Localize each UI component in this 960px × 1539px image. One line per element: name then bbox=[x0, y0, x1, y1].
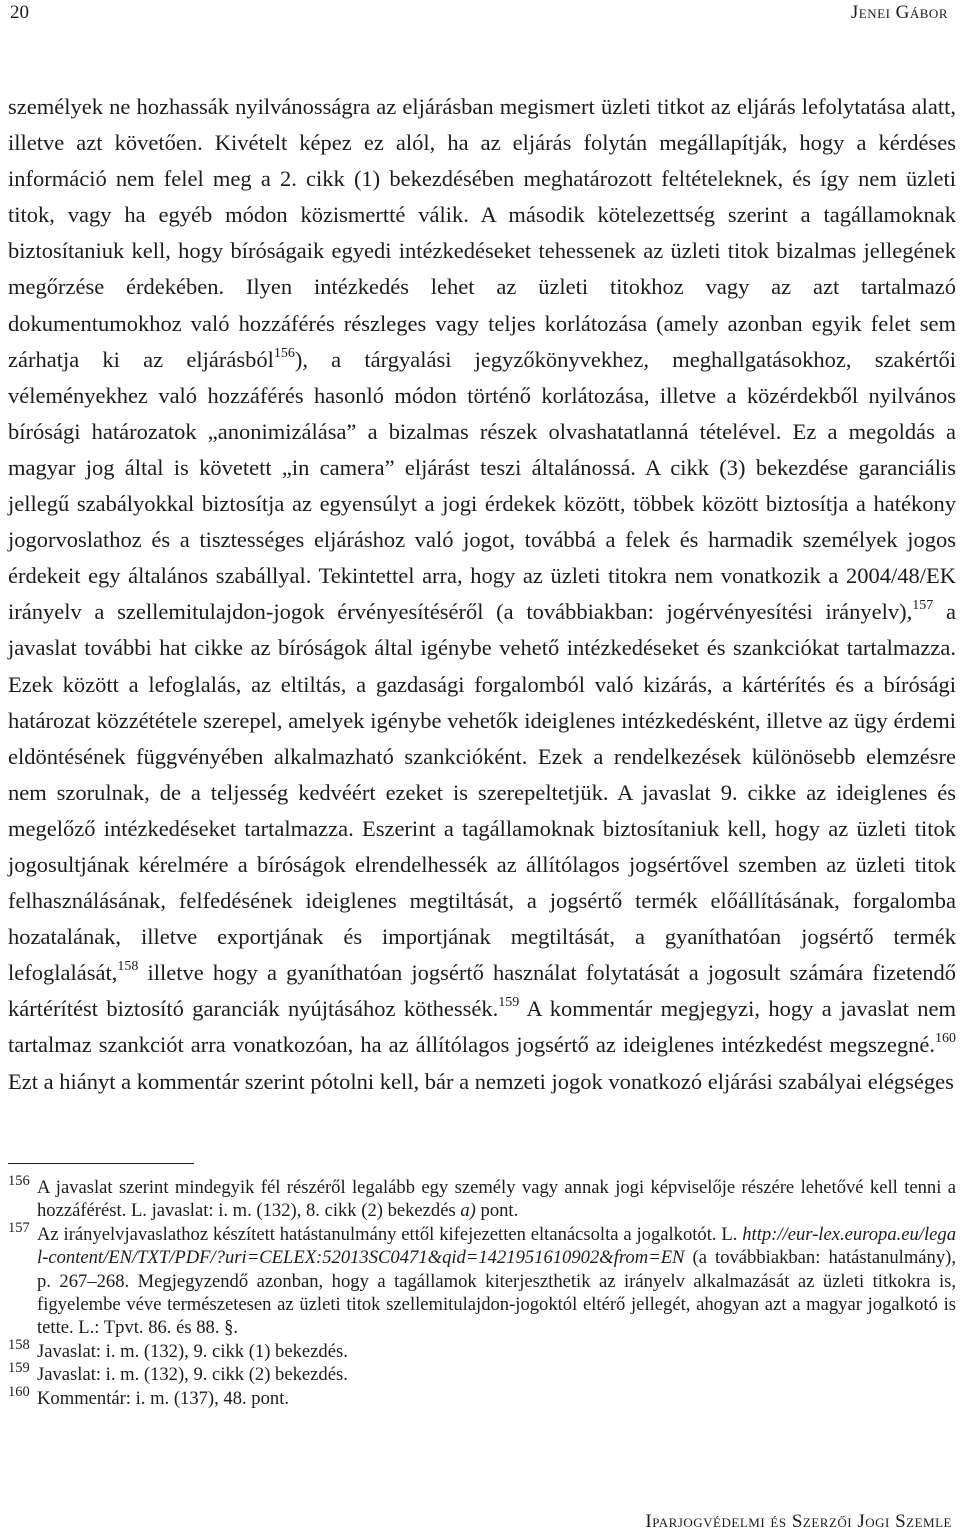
footnote-text: Kommentár: i. m. (137), 48. pont. bbox=[37, 1387, 290, 1409]
footnote-number: 157 bbox=[8, 1219, 30, 1236]
paragraph-text: a javaslat további hat cikke az bíróságok által igénybe vehető intézkedéseket és szankciókat tartalmazza. Ezek között a lefoglalás, az eltiltás, a gazdasági forgalomból való kizárás, a kártérítés és a bírósági határozat közzététele szerepel, amelyek igénybe vehetők ideiglenes intézkedésként, illetve az ügy érdemi eldöntésének függvényében alkalmazható szankcióként. Ezek a rendelkezések különösebb elemzésre nem szorulnak, de a teljesség kedvéért ezeket is szerepeltetjük. A javaslat 9. cikke az ideiglenes és megelőző intézkedéseket tartalmazza. Eszerint a tagállamoknak biztosítaniuk kell, hogy az üzleti titok jogosultjának kérelmére a bíróságok elrendelhessék az állítólagos jogsértővel szemben az üzleti titok felhasználásának, felfedésének ideiglenes megtiltását, a jogsértő termék előállításának, forgalomba hozatalának, illetve exportjának és importjának megtiltását, a gyaníthatóan jogsértő termék lefoglalását, bbox=[8, 599, 956, 986]
footnote-link[interactable]: http://eur-lex.europa.eu/legal-content/EN/TXT/PDF/?uri=CELEX:52013SC0471&qid=1421951610902&from=EN bbox=[37, 1223, 956, 1269]
footnote-156 bbox=[8, 1173, 956, 1223]
footnote-text: pont. bbox=[475, 1200, 519, 1222]
footnote-number: 156 bbox=[8, 1173, 30, 1189]
running-author: Jenei Gábor bbox=[850, 2, 948, 23]
paragraph-text: Ezt a hiányt a kommentár szerint pótolni kell, bár a nemzeti jogok vonatkozó eljárási szabályai elégséges bbox=[8, 1068, 954, 1094]
footnote-160 bbox=[8, 1383, 956, 1410]
running-header bbox=[10, 2, 950, 28]
footnote-ref-157[interactable]: 157 bbox=[912, 598, 934, 614]
main-paragraph bbox=[8, 89, 956, 1100]
footnote-text: (a továbbiakban: hatástanulmány), p. 267–268. Megjegyzendő azonban, hogy a tagállamok kiterjeszthetik az irányelv alkalmazását az üzleti titkokra is, figyelembe véve természetesen az üzleti titok szellemitulajdon-jogoktól eltérő jellegét, ahogyan azt a magyar jogalkotó is tette. L.: Tpvt. 86. és 88. §. bbox=[37, 1247, 956, 1339]
paragraph-text: A kommentár megjegyzi, hogy a javaslat nem tartalmaz szankciót arra vonatkozóan, ha az állítólagos jogsértő az ideiglenes intézkedést megszegné. bbox=[8, 996, 956, 1058]
footnote-number: 158 bbox=[8, 1336, 30, 1353]
footnote-text: Javaslat: i. m. (132), 9. cikk (1) bekezdés. bbox=[37, 1340, 348, 1362]
footnote-number: 160 bbox=[8, 1383, 30, 1400]
footnote-italic: a) bbox=[460, 1200, 476, 1222]
paragraph-text: ), a tárgyalási jegyzőkönyvekhez, meghallgatásokhoz, szakértői véleményekhez való hozzáférés hasonló módon történő korlátozása, illetve a közérdekből nyilvános bírósági határozatok „anonimizálása” a bizalmas részek olvashatatlanná tételével. Ez a megoldás a magyar jog által is követett „in camera” eljárást teszi általánossá. A cikk (3) bekezdése garanciális jellegű szabályokkal biztosítja az egyensúlyt a jogi érdekek között, többek között biztosítja a hatékony jogorvoslathoz és a tisztességes eljáráshoz való jogot, továbbá a felek és harmadik személyek jogos érdekeit egy általános szabállyal. Tekintettel arra, hogy az üzleti titokra nem vonatkozik a 2004/48/EK irányelv a szellemitulajdon-jogok érvényesítéséről (a továbbiakban: jogérvényesítési irányelv), bbox=[8, 346, 956, 625]
footnote-text: A javaslat szerint mindegyik fél részéről legalább egy személy vagy annak jogi képviselője részére lehetővé kell tenni a hozzáférést. L. javaslat: i. m. (132), 8. cikk (2) bekezdés bbox=[37, 1177, 956, 1222]
footnote-number: 159 bbox=[8, 1360, 30, 1377]
footnote-ref-160[interactable]: 160 bbox=[935, 1031, 956, 1047]
journal-footer: Iparjogvédelmi és Szerzői Jogi Szemle bbox=[645, 1511, 952, 1532]
footnote-159 bbox=[8, 1360, 956, 1386]
footnotes-section bbox=[8, 1173, 956, 1410]
footnote-text: Az irányelvjavaslathoz készített hatástanulmány ettől kifejezetten eltanácsolta a jogalkotót. L. bbox=[37, 1223, 743, 1245]
footnote-text: Javaslat: i. m. (132), 9. cikk (2) bekezdés. bbox=[37, 1364, 348, 1386]
footnote-ref-158[interactable]: 158 bbox=[117, 959, 139, 975]
paragraph-text: személyek ne hozhassák nyilvánosságra az eljárásban megismert üzleti titkot az eljárás lefolytatása alatt, illetve azt követően. Kivételt képez ez alól, ha az eljárás folytán megállapítják, hogy a kérdéses információ nem felel meg a 2. cikk (1) bekezdésében meghatározott feltételeknek, és így nem üzleti titok, vagy ha egyéb módon közismertté válik. A második kötelezettség szerint a tagállamoknak biztosítaniuk kell, hogy bíróságaik egyedi intézkedéseket tehessenek az üzleti titok bizalmas jellegének megőrzése érdekében. Ilyen intézkedés lehet az üzleti titokhoz vagy az azt tartalmazó dokumentumokhoz való hozzáférés részleges vagy teljes korlátozása (amely azonban egyik felet sem zárhatja ki az eljárásból bbox=[8, 94, 956, 372]
footnote-ref-159[interactable]: 159 bbox=[498, 995, 520, 1011]
footnote-157 bbox=[8, 1219, 956, 1340]
footnote-158 bbox=[8, 1336, 956, 1363]
footnote-divider bbox=[8, 1163, 194, 1164]
page-number: 20 bbox=[10, 2, 29, 23]
footnote-ref-156[interactable]: 156 bbox=[273, 345, 295, 361]
paragraph-text: illetve hogy a gyaníthatóan jogsértő használat folytatását a jogosult számára fizetendő kártérítést biztosító garanciák nyújtásához köthessék. bbox=[8, 960, 956, 1022]
